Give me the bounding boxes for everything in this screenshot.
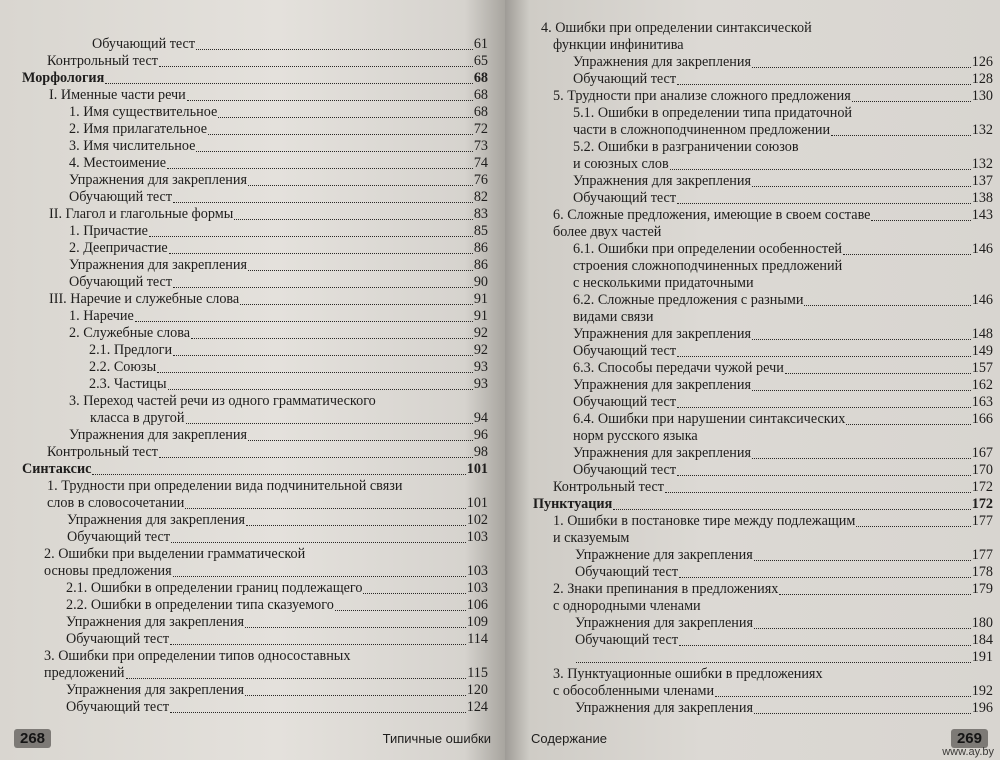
toc-page-number: 74: [473, 155, 488, 171]
dot-leader: [752, 186, 971, 187]
toc-entry-title: норм русского языка: [573, 428, 698, 444]
page-number-right: 269: [951, 729, 988, 748]
toc-entry-title: 1. Трудности при определении вида подчинительной связи: [47, 478, 403, 494]
dot-leader: [246, 525, 466, 526]
toc-page-number: 103: [466, 529, 488, 545]
dot-leader: [363, 593, 465, 594]
dot-leader: [159, 66, 473, 67]
dot-leader: [196, 49, 473, 50]
toc-page-number: 130: [971, 88, 993, 104]
toc-entry-title: и сказуемым: [553, 530, 630, 546]
dot-leader: [196, 151, 472, 152]
dot-leader: [846, 424, 970, 425]
toc-page-number: 92: [473, 325, 488, 341]
dot-leader: [245, 627, 466, 628]
toc-entry-title: 1. Причастие: [69, 223, 148, 239]
toc-entry: [22, 461, 488, 478]
toc-entry: [22, 138, 488, 155]
toc-entry-title: Упражнения для закрепления: [66, 682, 244, 698]
toc-page-number: 93: [473, 376, 488, 392]
toc-entry-title: Обучающий тест: [67, 529, 171, 545]
watermark: www.ay.by: [942, 746, 994, 758]
toc-page-number: 191: [971, 649, 993, 665]
toc-entry: [22, 682, 488, 699]
toc-entry: [22, 478, 488, 512]
toc-entry: [22, 597, 488, 614]
toc-page-number: 148: [971, 326, 993, 342]
toc-page-number: 91: [473, 308, 488, 324]
toc-page-number: 143: [971, 207, 993, 223]
dot-leader: [157, 372, 473, 373]
toc-entry-title: с обособленными членами: [553, 683, 715, 699]
toc-entry-title: Контрольный тест: [47, 444, 158, 460]
toc-page-number: 101: [466, 495, 488, 511]
dot-leader: [843, 254, 971, 255]
toc-entry-title: функции инфинитива: [553, 37, 684, 53]
dot-leader: [677, 475, 971, 476]
toc-entry-title: основы предложения: [44, 563, 172, 579]
toc-entry-title: Упражнения для закрепления: [575, 615, 753, 631]
toc-page-number: 96: [473, 427, 488, 443]
toc-entry-title: 3. Переход частей речи из одного грамматического: [69, 393, 376, 409]
toc-entry: [22, 614, 488, 631]
dot-leader: [170, 644, 466, 645]
toc-page-number: 157: [971, 360, 993, 376]
toc-entry-title: Упражнения для закрепления: [573, 377, 751, 393]
toc-entry: [533, 394, 993, 411]
dot-leader: [245, 695, 466, 696]
toc-page-number: 128: [971, 71, 993, 87]
toc-entry: [533, 700, 993, 717]
toc-page-number: 184: [971, 632, 993, 648]
dot-leader: [679, 577, 971, 578]
dot-leader: [576, 662, 971, 663]
toc-entry-title: 2.2. Ошибки в определении типа сказуемого: [66, 597, 334, 613]
dot-leader: [754, 628, 971, 629]
toc-entry: [22, 580, 488, 597]
dot-leader: [105, 83, 473, 84]
toc-page-number: 138: [971, 190, 993, 206]
toc-page-number: 109: [466, 614, 488, 630]
table-of-contents-left: [22, 36, 488, 716]
toc-entry: [22, 240, 488, 257]
toc-entry-title: 6.4. Ошибки при нарушении синтаксических: [573, 411, 846, 427]
toc-page-number: 132: [971, 156, 993, 172]
toc-entry: [533, 54, 993, 71]
toc-entry-title: Обучающий тест: [573, 71, 677, 87]
dot-leader: [677, 84, 971, 85]
toc-page-number: 179: [971, 581, 993, 597]
toc-entry: [533, 88, 993, 105]
dot-leader: [613, 509, 970, 510]
toc-entry: [533, 513, 993, 547]
toc-entry: [22, 223, 488, 240]
toc-page-number: 149: [971, 343, 993, 359]
toc-entry: [533, 326, 993, 343]
toc-entry: [22, 155, 488, 172]
toc-page-number: 68: [473, 87, 488, 103]
toc-entry-title: 1. Наречие: [69, 308, 134, 324]
toc-page-number: 65: [473, 53, 488, 69]
dot-leader: [170, 712, 466, 713]
toc-entry-title: Упражнения для закрепления: [573, 173, 751, 189]
toc-entry-title: Синтаксис: [22, 461, 92, 477]
toc-entry: [22, 648, 488, 682]
toc-page-number: 68: [473, 104, 488, 120]
toc-page-number: 85: [473, 223, 488, 239]
dot-leader: [677, 203, 971, 204]
toc-entry: [22, 308, 488, 325]
toc-entry: [22, 376, 488, 393]
toc-page-number: 101: [466, 461, 488, 477]
toc-entry-title: Упражнения для закрепления: [575, 700, 753, 716]
dot-leader: [804, 305, 970, 306]
toc-entry: [22, 546, 488, 580]
toc-entry-title: Упражнения для закрепления: [573, 445, 751, 461]
toc-entry-title: I. Именные части речи: [49, 87, 186, 103]
dot-leader: [135, 321, 473, 322]
toc-entry: [22, 87, 488, 104]
toc-entry-title: 3. Пунктуационные ошибки в предложениях: [553, 666, 823, 682]
toc-entry-title: II. Глагол и глагольные формы: [49, 206, 234, 222]
page-number-left: 268: [14, 729, 51, 748]
toc-entry: [22, 189, 488, 206]
toc-entry-title: Обучающий тест: [69, 189, 173, 205]
dot-leader: [185, 508, 465, 509]
toc-entry-title: 3. Ошибки при определении типов односоставных: [44, 648, 351, 664]
toc-page-number: 102: [466, 512, 488, 528]
toc-page-number: 132: [971, 122, 993, 138]
toc-entry: [22, 70, 488, 87]
dot-leader: [752, 390, 971, 391]
toc-entry-title: Упражнения для закрепления: [69, 427, 247, 443]
toc-entry-title: Обучающий тест: [69, 274, 173, 290]
toc-entry-title: Обучающий тест: [575, 632, 679, 648]
toc-entry: [533, 343, 993, 360]
dot-leader: [754, 560, 971, 561]
toc-entry: [533, 71, 993, 88]
toc-entry-title: 2.2. Союзы: [89, 359, 157, 375]
toc-entry: [533, 139, 993, 173]
toc-entry: [533, 462, 993, 479]
toc-entry-title: строения сложноподчиненных предложений: [573, 258, 843, 274]
toc-entry-title: предложений: [44, 665, 125, 681]
toc-page-number: 92: [473, 342, 488, 358]
dot-leader: [159, 457, 473, 458]
toc-page-number: 83: [473, 206, 488, 222]
toc-page-number: 61: [473, 36, 488, 52]
toc-entry: [22, 206, 488, 223]
toc-entry: [533, 377, 993, 394]
dot-leader: [234, 219, 473, 220]
toc-page-number: 93: [473, 359, 488, 375]
toc-page-number: 115: [467, 665, 488, 681]
toc-entry: [22, 121, 488, 138]
toc-entry-title: и союзных слов: [573, 156, 669, 172]
toc-entry-title: 4. Местоимение: [69, 155, 167, 171]
toc-entry-title: Пунктуация: [533, 496, 613, 512]
toc-entry: [22, 36, 488, 53]
toc-entry-title: 6.2. Сложные предложения с разными: [573, 292, 804, 308]
toc-entry-title: Упражнения для закрепления: [573, 326, 751, 342]
dot-leader: [670, 169, 971, 170]
toc-entry-title: с несколькими придаточными: [573, 275, 754, 291]
toc-entry: [22, 512, 488, 529]
toc-entry-title: 2.1. Предлоги: [89, 342, 173, 358]
right-page: [505, 0, 1000, 760]
dot-leader: [752, 458, 971, 459]
toc-page-number: 94: [473, 410, 488, 426]
toc-entry-title: Обучающий тест: [573, 462, 677, 478]
toc-entry: [533, 173, 993, 190]
dot-leader: [754, 713, 971, 714]
table-of-contents-right: [533, 20, 993, 717]
toc-page-number: 162: [971, 377, 993, 393]
toc-entry-title: Контрольный тест: [553, 479, 664, 495]
toc-entry-title: Контрольный тест: [47, 53, 158, 69]
toc-entry: [533, 581, 993, 615]
dot-leader: [187, 100, 473, 101]
dot-leader: [679, 645, 971, 646]
toc-entry-title: Обучающий тест: [573, 190, 677, 206]
toc-entry: [533, 496, 993, 513]
dot-leader: [715, 696, 971, 697]
toc-page-number: 177: [971, 547, 993, 563]
toc-entry: [533, 479, 993, 496]
toc-entry: [22, 699, 488, 716]
toc-page-number: 91: [473, 291, 488, 307]
toc-entry: [533, 190, 993, 207]
toc-entry-title: 1. Имя существительное: [69, 104, 218, 120]
running-title-right: Содержание: [531, 731, 607, 746]
toc-page-number: 98: [473, 444, 488, 460]
toc-page-number: 170: [971, 462, 993, 478]
dot-leader: [335, 610, 466, 611]
toc-entry-title: Обучающий тест: [66, 631, 170, 647]
toc-entry: [533, 564, 993, 581]
dot-leader: [852, 101, 971, 102]
dot-leader: [248, 185, 473, 186]
toc-entry-title: 2. Служебные слова: [69, 325, 191, 341]
toc-entry-title: 6. Сложные предложения, имеющие в своем составе: [553, 207, 871, 223]
toc-entry: [533, 241, 993, 292]
dot-leader: [665, 492, 971, 493]
toc-entry-title: Упражнение для закрепления: [575, 547, 753, 563]
toc-page-number: 137: [971, 173, 993, 189]
toc-page-number: 103: [466, 563, 488, 579]
dot-leader: [173, 355, 473, 356]
toc-entry: [22, 274, 488, 291]
toc-page-number: 86: [473, 257, 488, 273]
dot-leader: [248, 270, 473, 271]
toc-page-number: 86: [473, 240, 488, 256]
toc-page-number: 172: [971, 496, 993, 512]
toc-entry-title: 2. Знаки препинания в предложениях: [553, 581, 779, 597]
toc-page-number: 172: [971, 479, 993, 495]
toc-entry: [22, 444, 488, 461]
toc-entry: [533, 105, 993, 139]
toc-entry: [22, 325, 488, 342]
toc-entry: [22, 257, 488, 274]
dot-leader: [831, 135, 971, 136]
toc-entry: [22, 359, 488, 376]
dot-leader: [92, 474, 465, 475]
dot-leader: [752, 67, 971, 68]
toc-page-number: 177: [971, 513, 993, 529]
toc-page-number: 120: [466, 682, 488, 698]
dot-leader: [871, 220, 970, 221]
dot-leader: [785, 373, 971, 374]
toc-entry: [533, 360, 993, 377]
dot-leader: [208, 134, 473, 135]
toc-entry-title: Упражнения для закрепления: [67, 512, 245, 528]
toc-entry-title: 6.3. Способы передачи чужой речи: [573, 360, 784, 376]
toc-entry: [533, 207, 993, 241]
toc-page-number: 166: [971, 411, 993, 427]
toc-page-number: 146: [971, 292, 993, 308]
toc-entry: [22, 172, 488, 189]
toc-entry-title: с однородными членами: [553, 598, 701, 614]
toc-entry-title: 6.1. Ошибки при определении особенностей: [573, 241, 842, 257]
toc-entry-title: 5. Трудности при анализе сложного предложения: [553, 88, 851, 104]
toc-page-number: 103: [466, 580, 488, 596]
dot-leader: [856, 526, 970, 527]
toc-entry-title: Упражнения для закрепления: [66, 614, 244, 630]
toc-entry-title: Упражнения для закрепления: [69, 257, 247, 273]
toc-page-number: 146: [971, 241, 993, 257]
toc-entry: [22, 631, 488, 648]
toc-entry: [22, 529, 488, 546]
toc-entry: [533, 445, 993, 462]
toc-entry-title: Обучающий тест: [573, 343, 677, 359]
toc-entry-title: части в сложноподчиненном предложении: [573, 122, 831, 138]
toc-page-number: 126: [971, 54, 993, 70]
toc-entry: [533, 615, 993, 632]
toc-entry-title: класса в другой: [90, 410, 185, 426]
toc-entry: [533, 666, 993, 700]
toc-page-number: 82: [473, 189, 488, 205]
toc-page-number: 114: [467, 631, 488, 647]
toc-entry-title: 2. Имя прилагательное: [69, 121, 208, 137]
toc-page-number: 73: [473, 138, 488, 154]
toc-page-number: 192: [971, 683, 993, 699]
toc-entry: [22, 393, 488, 427]
dot-leader: [191, 338, 473, 339]
toc-page-number: 167: [971, 445, 993, 461]
toc-page-number: 180: [971, 615, 993, 631]
dot-leader: [149, 236, 473, 237]
dot-leader: [168, 389, 473, 390]
toc-entry: [533, 20, 993, 54]
toc-entry-title: Обучающий тест: [92, 36, 196, 52]
dot-leader: [752, 339, 971, 340]
toc-entry: [22, 427, 488, 444]
toc-page-number: 178: [971, 564, 993, 580]
toc-entry-title: видами связи: [573, 309, 654, 325]
toc-entry: [22, 342, 488, 359]
toc-entry-title: Обучающий тест: [575, 564, 679, 580]
dot-leader: [248, 440, 473, 441]
dot-leader: [779, 594, 970, 595]
toc-entry-title: 2.1. Ошибки в определении границ подлежащего: [66, 580, 363, 596]
toc-entry-title: 4. Ошибки при определении синтаксической: [541, 20, 812, 36]
dot-leader: [126, 678, 467, 679]
toc-entry: [533, 292, 993, 326]
toc-entry: [533, 632, 993, 649]
dot-leader: [218, 117, 473, 118]
dot-leader: [173, 287, 473, 288]
toc-entry: [533, 411, 993, 445]
toc-entry-title: Упражнения для закрепления: [69, 172, 247, 188]
running-title-left: Типичные ошибки: [382, 731, 491, 746]
toc-entry-title: более двух частей: [553, 224, 662, 240]
toc-page-number: 90: [473, 274, 488, 290]
toc-entry-title: 2. Ошибки при выделении грамматической: [44, 546, 306, 562]
toc-entry-title: Обучающий тест: [573, 394, 677, 410]
dot-leader: [173, 202, 473, 203]
toc-page-number: 76: [473, 172, 488, 188]
dot-leader: [169, 253, 473, 254]
toc-entry-title: Упражнения для закрепления: [573, 54, 751, 70]
toc-page-number: 106: [466, 597, 488, 613]
dot-leader: [173, 576, 466, 577]
toc-entry: [533, 649, 993, 666]
toc-entry-title: 1. Ошибки в постановке тире между подлежащим: [553, 513, 856, 529]
toc-entry-title: 2. Деепричастие: [69, 240, 168, 256]
toc-entry: [22, 53, 488, 70]
dot-leader: [167, 168, 473, 169]
dot-leader: [171, 542, 466, 543]
toc-page-number: 72: [473, 121, 488, 137]
toc-page-number: 124: [466, 699, 488, 715]
toc-entry-title: 3. Имя числительное: [69, 138, 196, 154]
toc-entry-title: 5.2. Ошибки в разграничении союзов: [573, 139, 799, 155]
toc-page-number: 68: [473, 70, 488, 86]
toc-entry-title: слов в словосочетании: [47, 495, 185, 511]
dot-leader: [677, 407, 971, 408]
dot-leader: [240, 304, 473, 305]
toc-entry: [22, 291, 488, 308]
toc-entry-title: 2.3. Частицы: [89, 376, 167, 392]
dot-leader: [186, 423, 473, 424]
toc-entry: [22, 104, 488, 121]
toc-entry: [533, 547, 993, 564]
dot-leader: [677, 356, 971, 357]
toc-entry-title: 5.1. Ошибки в определении типа придаточной: [573, 105, 853, 121]
toc-page-number: 196: [971, 700, 993, 716]
toc-entry-title: Обучающий тест: [66, 699, 170, 715]
toc-page-number: 163: [971, 394, 993, 410]
toc-entry-title: III. Наречие и служебные слова: [49, 291, 240, 307]
toc-entry-title: Морфология: [22, 70, 105, 86]
